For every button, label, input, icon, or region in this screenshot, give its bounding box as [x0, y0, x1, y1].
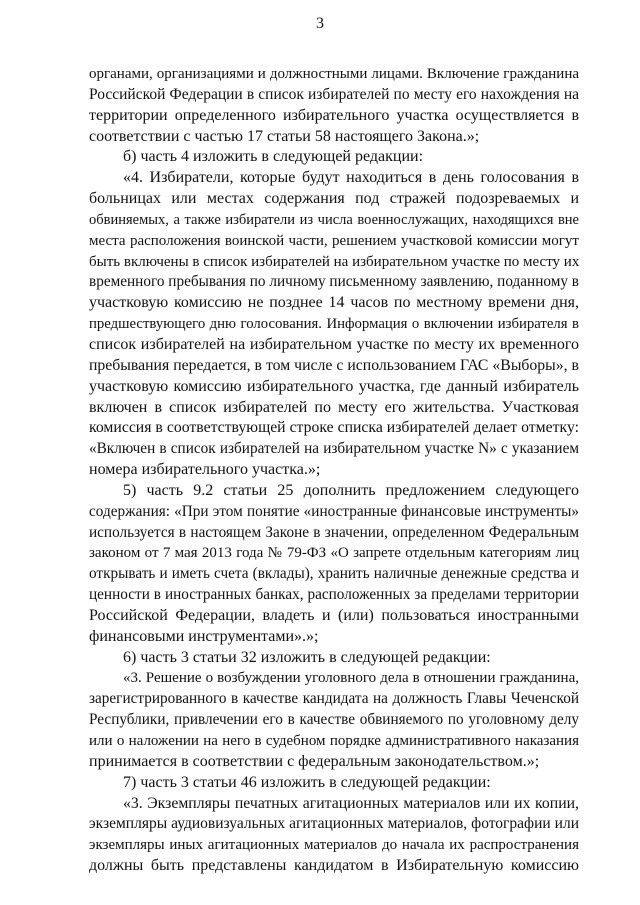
- text-line: должны быть представлены кандидатом в Избирательную комиссию: [89, 857, 579, 875]
- text-line: органами, организациями и должностными лицами. Включение гражданина: [89, 66, 579, 82]
- text-line: пребывания передается, в том числе с использованием ГАС «Выборы», в: [89, 356, 579, 374]
- text-line: 7) часть 3 статьи 46 изложить в следующей редакции:: [123, 773, 491, 791]
- text-line: Российской Федерации в список избирателей по месту его нахождения на: [89, 85, 579, 103]
- text-line: номера избирательного участка.»;: [89, 461, 321, 479]
- text-line: включен в список избирателей по месту его жительства. Участковая: [89, 398, 579, 416]
- text-line: законом от 7 мая 2013 года № 79-ФЗ «О запрете отдельным категориям лиц: [89, 545, 579, 562]
- text-line: быть включены в список избирателей на избирательном участке по месту их: [89, 253, 579, 270]
- text-line: принимается в соответствии с федеральным законодательством.»;: [89, 752, 540, 770]
- text-line: «3. Решение о возбуждении уголовного дела в отношении гражданина,: [123, 670, 579, 687]
- document-body: [89, 64, 579, 877]
- text-line: «Включен в список избирателей на избирательном участке N» с указанием: [89, 440, 579, 458]
- text-line: используется в настоящем Законе в значении, определенном Федеральным: [89, 523, 579, 541]
- text-line: «4. Избиратели, которые будут находиться в день голосования в: [123, 169, 579, 187]
- text-line: больницах или местах содержания под стражей подозреваемых и: [89, 190, 579, 208]
- text-line: участковую комиссию избирательного участка, где данный избиратель: [89, 377, 579, 395]
- text-line: зарегистрированного в качестве кандидата на должность Главы Чеченской: [89, 690, 579, 708]
- text-line: 6) часть 3 статьи 32 изложить в следующей редакции:: [123, 648, 491, 666]
- text-line: обвиняемых, а также избиратели из числа военнослужащих, находящихся вне: [89, 211, 579, 228]
- text-line: комиссия в соответствующей строке списка избирателей делает отметку:: [89, 419, 579, 437]
- text-line: «3. Экземпляры печатных агитационных материалов или их копии,: [123, 794, 579, 812]
- text-line: экземпляры аудиовизуальных агитационных материалов, фотографии или: [89, 815, 579, 833]
- text-line: временного пребывания по личному письменному заявлению, поданному в: [89, 273, 579, 291]
- text-line: б) часть 4 изложить в следующей редакции:: [123, 148, 424, 166]
- text-line: ценности в иностранных банках, расположенных за пределами территории: [89, 586, 579, 604]
- text-line: соответствии с частью 17 статьи 58 настоящего Закона.»;: [89, 127, 480, 145]
- page-number: 3: [316, 15, 324, 32]
- text-line: открывать и иметь счета (вклады), хранить наличные денежные средства и: [89, 565, 579, 583]
- text-line: участковую комиссию не позднее 14 часов по местному времени дня,: [89, 294, 579, 312]
- text-line: предшествующего дню голосования. Информация о включении избирателя в: [89, 316, 579, 333]
- text-line: территории определенного избирательного участка осуществляется в: [89, 106, 579, 124]
- text-line: Российской Федерации, владеть и (или) пользоваться иностранными: [89, 606, 579, 624]
- text-line: финансовыми инструментами».»;: [89, 627, 319, 645]
- text-line: содержания: «При этом понятие «иностранные финансовые инструменты»: [89, 502, 579, 520]
- text-line: Республики, привлечении его в качестве обвиняемого по уголовному делу: [89, 711, 579, 729]
- text-line: список избирателей на избирательном участке по месту их временного: [89, 335, 579, 353]
- text-line: 5) часть 9.2 статьи 25 дополнить предложением следующего: [123, 481, 579, 499]
- text-line: или о наложении на него в судебном порядке административного наказания: [89, 733, 579, 749]
- text-line: места расположения воинской части, решением участковой комиссии могут: [89, 232, 579, 249]
- text-line: экземпляры иных агитационных материалов до начала их распространения: [89, 837, 579, 854]
